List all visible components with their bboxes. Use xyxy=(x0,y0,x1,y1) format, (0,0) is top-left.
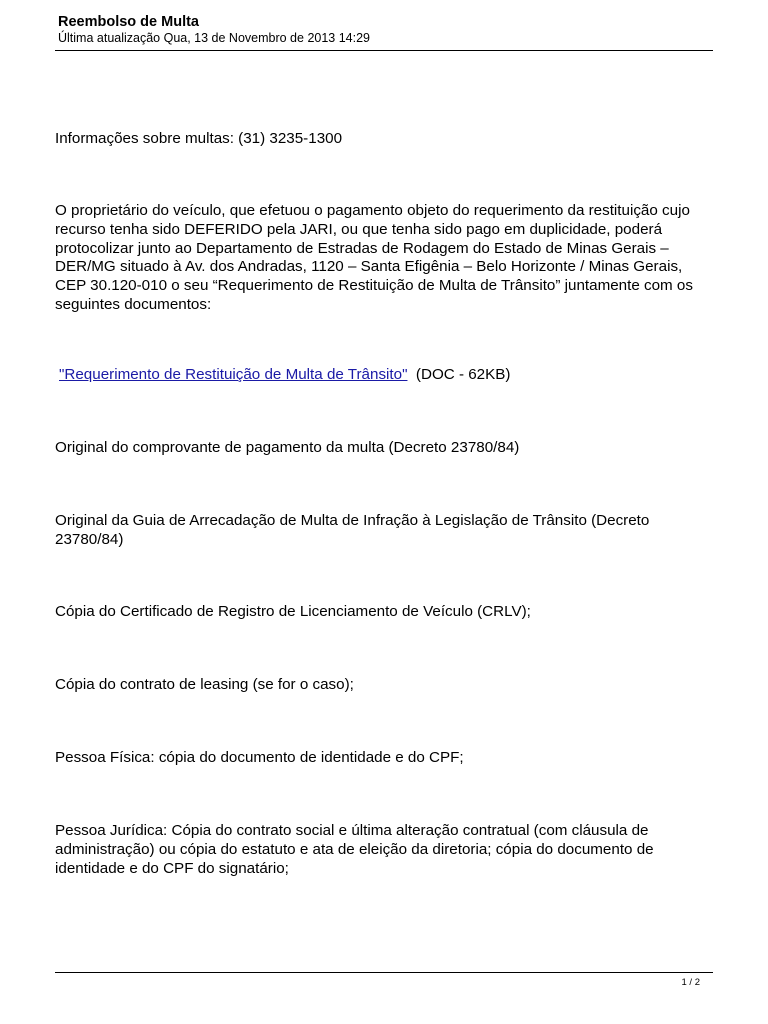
doc-file-info: (DOC - 62KB) xyxy=(415,366,511,383)
footer-divider xyxy=(55,972,713,973)
page-title: Reembolso de Multa xyxy=(58,14,199,30)
requerimento-doc-link[interactable]: "Requerimento de Restituição de Multa de Trânsito" xyxy=(59,366,408,383)
page-header xyxy=(58,14,713,46)
list-item: Original da Guia de Arrecadação de Multa de Infração à Legislação de Trânsito (Decreto 23780/84) xyxy=(55,512,650,548)
list-item: Original do comprovante de pagamento da multa (Decreto 23780/84) xyxy=(55,439,520,456)
page-number: 1 / 2 xyxy=(681,977,700,988)
list-item: Cópia do Certificado de Registro de Licenciamento de Veículo (CRLV); xyxy=(55,603,531,620)
document-link-line xyxy=(59,366,719,385)
list-item: Pessoa Física: cópia do documento de identidade e do CPF; xyxy=(55,749,464,766)
header-divider xyxy=(55,50,713,51)
last-updated: Última atualização Qua, 13 de Novembro de 2013 14:29 xyxy=(58,31,370,45)
intro-paragraph: O proprietário do veículo, que efetuou o pagamento objeto do requerimento da restituição cujo recurso tenha sido DEFERIDO pela JARI, ou que tenha sido pago em duplicidade, poderá protocolizar junto ao Departamento de Estradas de Rodagem do Estado de Minas Gerais – DER/MG situado à Av. dos Andradas, 1120 – Santa Efigênia – Belo Horizonte / Minas Gerais, CEP 30.120-010 o seu “Requerimento de Restituição de Multa de Trânsito” juntamente com os seguintes documentos: xyxy=(55,202,693,313)
info-phone: Informações sobre multas: (31) 3235-1300 xyxy=(55,130,343,147)
list-item: Cópia do contrato de leasing (se for o caso); xyxy=(55,676,354,693)
list-item: Pessoa Jurídica: Cópia do contrato social e última alteração contratual (com cláusula de administração) ou cópia do estatuto e ata de eleição da diretoria; cópia do documento de identidade e do CPF do signatário; xyxy=(55,822,654,877)
